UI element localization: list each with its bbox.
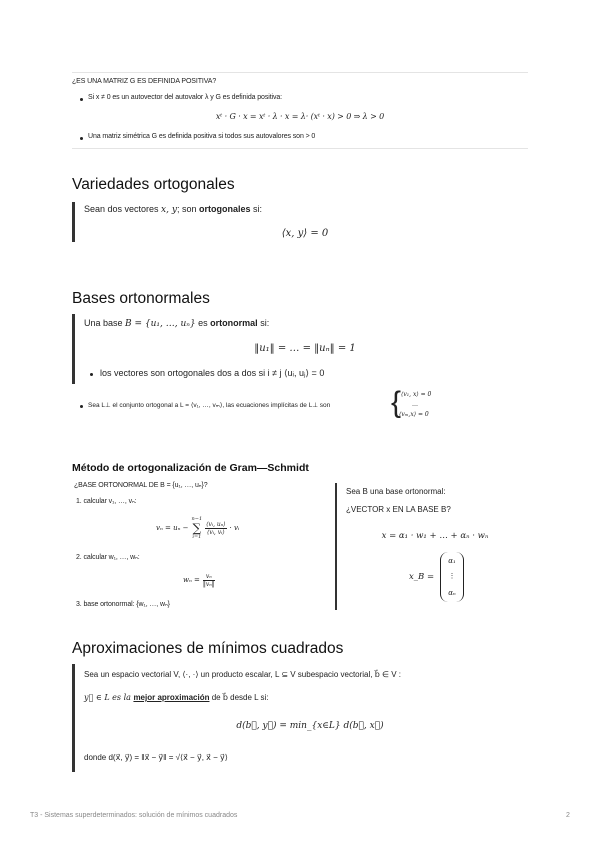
matrix-entry-2: ⋮	[448, 572, 456, 580]
variedades-vars: x, y	[161, 205, 177, 215]
gram-right-line-1: Sea B una base ortonormal:	[346, 487, 446, 496]
matrix-entry-1: α₁	[448, 557, 456, 565]
bullet	[80, 98, 83, 101]
system-eq-1: ⟨v₁, x⟩ = 0	[401, 391, 432, 398]
gram-eq1-lhs: vₙ = uₙ −	[156, 524, 189, 532]
bullet	[80, 137, 83, 140]
aprox-line-1: Sea un espacio vectorial V, ⟨·, ·⟩ un producto escalar, L ⊆ V subespacio vectorial, b⃗ ∈ V :	[84, 670, 402, 679]
aprox-line-3: donde d(x⃗, y⃗) = ‖x⃗ − y⃗‖ = √⟨x⃗ − y⃗, x⃗ − y⃗⟩	[84, 753, 228, 762]
sum-top: n−1	[191, 516, 203, 522]
gram-eq2-lhs: wₙ =	[183, 576, 200, 584]
sum-bottom: i=1	[192, 534, 202, 540]
divider-mid	[72, 148, 528, 149]
aprox-line-2-post: de b⃗ desde L si:	[209, 693, 269, 702]
bases-bullet-2: Sea L⊥ el conjunto ortogonal a L = ⟨v₁, …, vₘ⟩, las ecuaciones implícitas de L⊥ son	[88, 402, 331, 409]
divider-top	[72, 72, 528, 73]
bases-text-mid: es	[195, 318, 211, 328]
sum-symbol	[192, 516, 203, 540]
definida-equation: xᵗ · G · x = xᵗ · λ · x = λ· (xᵗ · x) > 0 ⇒ λ > 0	[215, 112, 385, 121]
variedades-equation: ⟨x, y⟩ = 0	[281, 228, 329, 239]
bases-text-pre: Una base	[84, 318, 126, 328]
aprox-equation: d(b⃗, y⃗) = min_{x∈L} d(b⃗, x⃗)	[236, 721, 384, 731]
gram-right-equation: x = α₁ · w₁ + … + αₙ · wₙ	[381, 531, 489, 541]
aprox-line-2-pre: y⃗ ∈ L es la	[84, 693, 134, 702]
system-eq-3: ⟨vₘ,x⟩ = 0	[399, 411, 429, 418]
gram-eq-2	[183, 569, 215, 591]
gram-step-1: 1. calcular v₁, …, vₙ:	[76, 498, 137, 505]
sigma-icon: ∑	[192, 521, 202, 535]
definition-box-aprox	[72, 664, 75, 772]
aprox-line-2	[84, 693, 269, 702]
gram-step-2: 2. calcular w₁, …, wₙ:	[76, 554, 140, 561]
variedades-text-post: si:	[250, 204, 262, 214]
bases-bold: ortonormal	[210, 318, 258, 328]
variedades-text-mid: ; son	[176, 204, 199, 214]
bullet	[80, 405, 83, 408]
matrix-entry-3: αₙ	[448, 589, 456, 597]
fraction-numerator: ⟨vᵢ, uₙ⟩	[206, 520, 226, 528]
bullet	[90, 373, 93, 376]
gram-eq1-rhs: · vᵢ	[229, 524, 240, 532]
gram-eq-1	[156, 511, 239, 545]
definition-box-variedades	[72, 202, 75, 242]
bases-set: B = {u₁, …, uₙ}	[125, 319, 196, 329]
fraction-denominator: ⟨vᵢ, vᵢ⟩	[206, 528, 225, 536]
bases-text	[84, 318, 269, 329]
fraction-denominator: ‖vₙ‖	[202, 580, 215, 588]
bases-bullet-1: los vectores son ortogonales dos a dos si i ≠ j ⟨uᵢ, uⱼ⟩ = 0	[100, 368, 325, 378]
gram-right-line-2: ¿VECTOR x EN LA BASE B?	[346, 505, 451, 514]
section-heading-gram: Método de ortogonalización de Gram—Schmidt	[72, 462, 309, 474]
definida-title: ¿ES UNA MATRIZ G ES DEFINIDA POSITIVA?	[72, 78, 217, 85]
section-heading-aproximaciones: Aproximaciones de mínimos cuadrados	[72, 640, 344, 657]
variedades-text	[84, 204, 262, 215]
fraction-numerator: vₙ	[203, 573, 215, 581]
definida-bullet-2: Una matriz simétrica G es definida positiva si todos sus autovalores son > 0	[88, 133, 316, 140]
gram-eq1-fraction	[205, 521, 226, 536]
variedades-bold: ortogonales	[198, 204, 251, 214]
bases-text-post: si:	[257, 318, 270, 328]
section-heading-variedades: Variedades ortogonales	[72, 176, 235, 193]
definition-box-bases	[72, 314, 75, 384]
variedades-text-pre: Sean dos vectores	[84, 204, 162, 214]
system-brace: {	[391, 386, 402, 419]
gram-question: ¿BASE ORTONORMAL DE B = {u₁, …, uₙ}?	[74, 482, 208, 489]
gram-right-lhs: x_B =	[409, 572, 435, 582]
aprox-bold: mejor aproximación	[133, 693, 210, 702]
footer-title: T3 - Sistemas superdeterminados: solución de mínimos cuadrados	[30, 812, 238, 819]
definition-box-base	[335, 483, 337, 610]
section-heading-bases: Bases ortonormales	[72, 290, 210, 307]
system-eq-2: …	[412, 401, 418, 408]
gram-eq2-fraction	[203, 573, 215, 588]
page-number: 2	[566, 812, 570, 819]
gram-step-3: 3. base ortonormal: {w₁, …, wₙ}	[76, 601, 170, 608]
definida-bullet-1: Si x ≠ 0 es un autovector del autovalor λ y G es definida positiva:	[88, 94, 283, 101]
bases-equation: ‖u₁‖ = … = ‖uₙ‖ = 1	[254, 343, 356, 354]
